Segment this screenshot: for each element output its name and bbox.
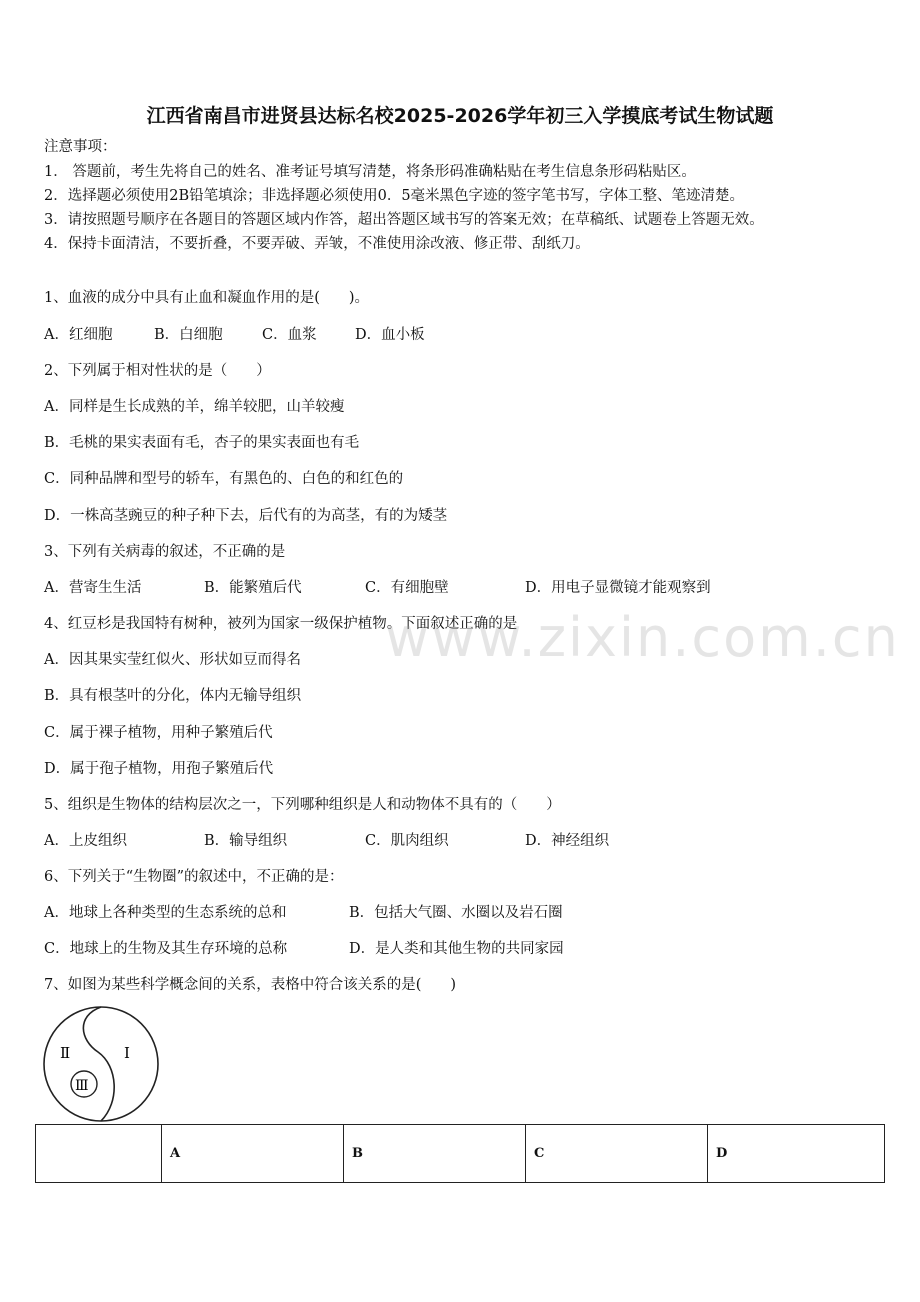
- table-cell: D: [708, 1125, 885, 1183]
- table-row: [36, 1125, 885, 1183]
- option-c: C．属于裸子植物，用种子繁殖后代: [44, 725, 273, 741]
- question-stem: 3、下列有关病毒的叙述，不正确的是: [44, 544, 286, 560]
- option-a: A．营寄生生活: [44, 580, 142, 596]
- table-cell: B: [344, 1125, 526, 1183]
- option-d: D．血小板: [355, 327, 425, 343]
- table-cell: C: [526, 1125, 708, 1183]
- option-c: C．血浆: [262, 327, 317, 343]
- option-b: B．输导组织: [204, 833, 288, 849]
- notice-item: 3．请按照题号顺序在各题目的答题区域内作答，超出答题区域书写的答案无效；在草稿纸、试题卷上答题无效。: [44, 212, 764, 228]
- option-a: A．红细胞: [44, 327, 113, 343]
- option-a: A．地球上各种类型的生态系统的总和: [44, 905, 287, 921]
- option-b: B．能繁殖后代: [204, 580, 302, 596]
- option-a: A．同样是生长成熟的羊，绵羊较肥，山羊较瘦: [44, 399, 345, 415]
- notice-heading: 注意事项：: [44, 139, 117, 155]
- question-stem: 5、组织是生物体的结构层次之一，下列哪种组织是人和动物体不具有的（ ）: [44, 797, 561, 813]
- notice-item: 2．选择题必须使用2B铅笔填涂；非选择题必须使用0．5毫米黑色字迹的签字笔书写，字体工整、笔迹清楚。: [44, 188, 745, 204]
- diagram-label-2: Ⅱ: [60, 1044, 71, 1062]
- question-stem: 1、血液的成分中具有止血和凝血作用的是( )。: [44, 290, 370, 306]
- watermark: www.zixin.com.cn: [385, 606, 900, 669]
- option-b: B．具有根茎叶的分化，体内无输导组织: [44, 688, 302, 704]
- option-b: B．包括大气圈、水圈以及岩石圈: [349, 905, 563, 921]
- option-d: D．神经组织: [525, 833, 610, 849]
- answer-table: [35, 1124, 885, 1183]
- notice-item: 4．保持卡面清洁，不要折叠，不要弄破、弄皱，不准使用涂改液、修正带、刮纸刀。: [44, 236, 590, 252]
- question-stem: 2、下列属于相对性状的是（ ）: [44, 363, 271, 379]
- option-b: B．毛桃的果实表面有毛，杏子的果实表面也有毛: [44, 435, 360, 451]
- option-d: D．属于孢子植物，用孢子繁殖后代: [44, 761, 274, 777]
- option-d: D．是人类和其他生物的共同家园: [349, 941, 564, 957]
- option-d: D．用电子显微镜才能观察到: [525, 580, 711, 596]
- option-a: A．上皮组织: [44, 833, 127, 849]
- option-b: B．白细胞: [154, 327, 223, 343]
- option-c: C．同种品牌和型号的轿车，有黑色的、白色的和红色的: [44, 471, 404, 487]
- table-cell: A: [162, 1125, 344, 1183]
- option-a: A．因其果实莹红似火、形状如豆而得名: [44, 652, 301, 668]
- question-stem: 6、下列关于“生物圈”的叙述中，不正确的是：: [44, 869, 344, 885]
- option-d: D．一株高茎豌豆的种子种下去，后代有的为高茎，有的为矮茎: [44, 508, 448, 524]
- diagram-label-3: Ⅲ: [75, 1078, 89, 1094]
- table-cell: [36, 1125, 162, 1183]
- concept-diagram: [40, 1004, 164, 1124]
- option-c: C．有细胞壁: [365, 580, 449, 596]
- notice-item: 1． 答题前，考生先将自己的姓名、准考证号填写清楚，将条形码准确粘贴在考生信息条形码粘贴区。: [44, 164, 696, 180]
- option-c: C．肌肉组织: [365, 833, 449, 849]
- diagram-label-1: Ⅰ: [124, 1044, 130, 1062]
- question-stem: 4、红豆杉是我国特有树种，被列为国家一级保护植物。下面叙述正确的是: [44, 616, 518, 632]
- option-c: C．地球上的生物及其生存环境的总称: [44, 941, 288, 957]
- page-title: 江西省南昌市进贤县达标名校2025-2026学年初三入学摸底考试生物试题: [146, 105, 774, 127]
- question-stem: 7、如图为某些科学概念间的关系，表格中符合该关系的是( ): [44, 977, 457, 993]
